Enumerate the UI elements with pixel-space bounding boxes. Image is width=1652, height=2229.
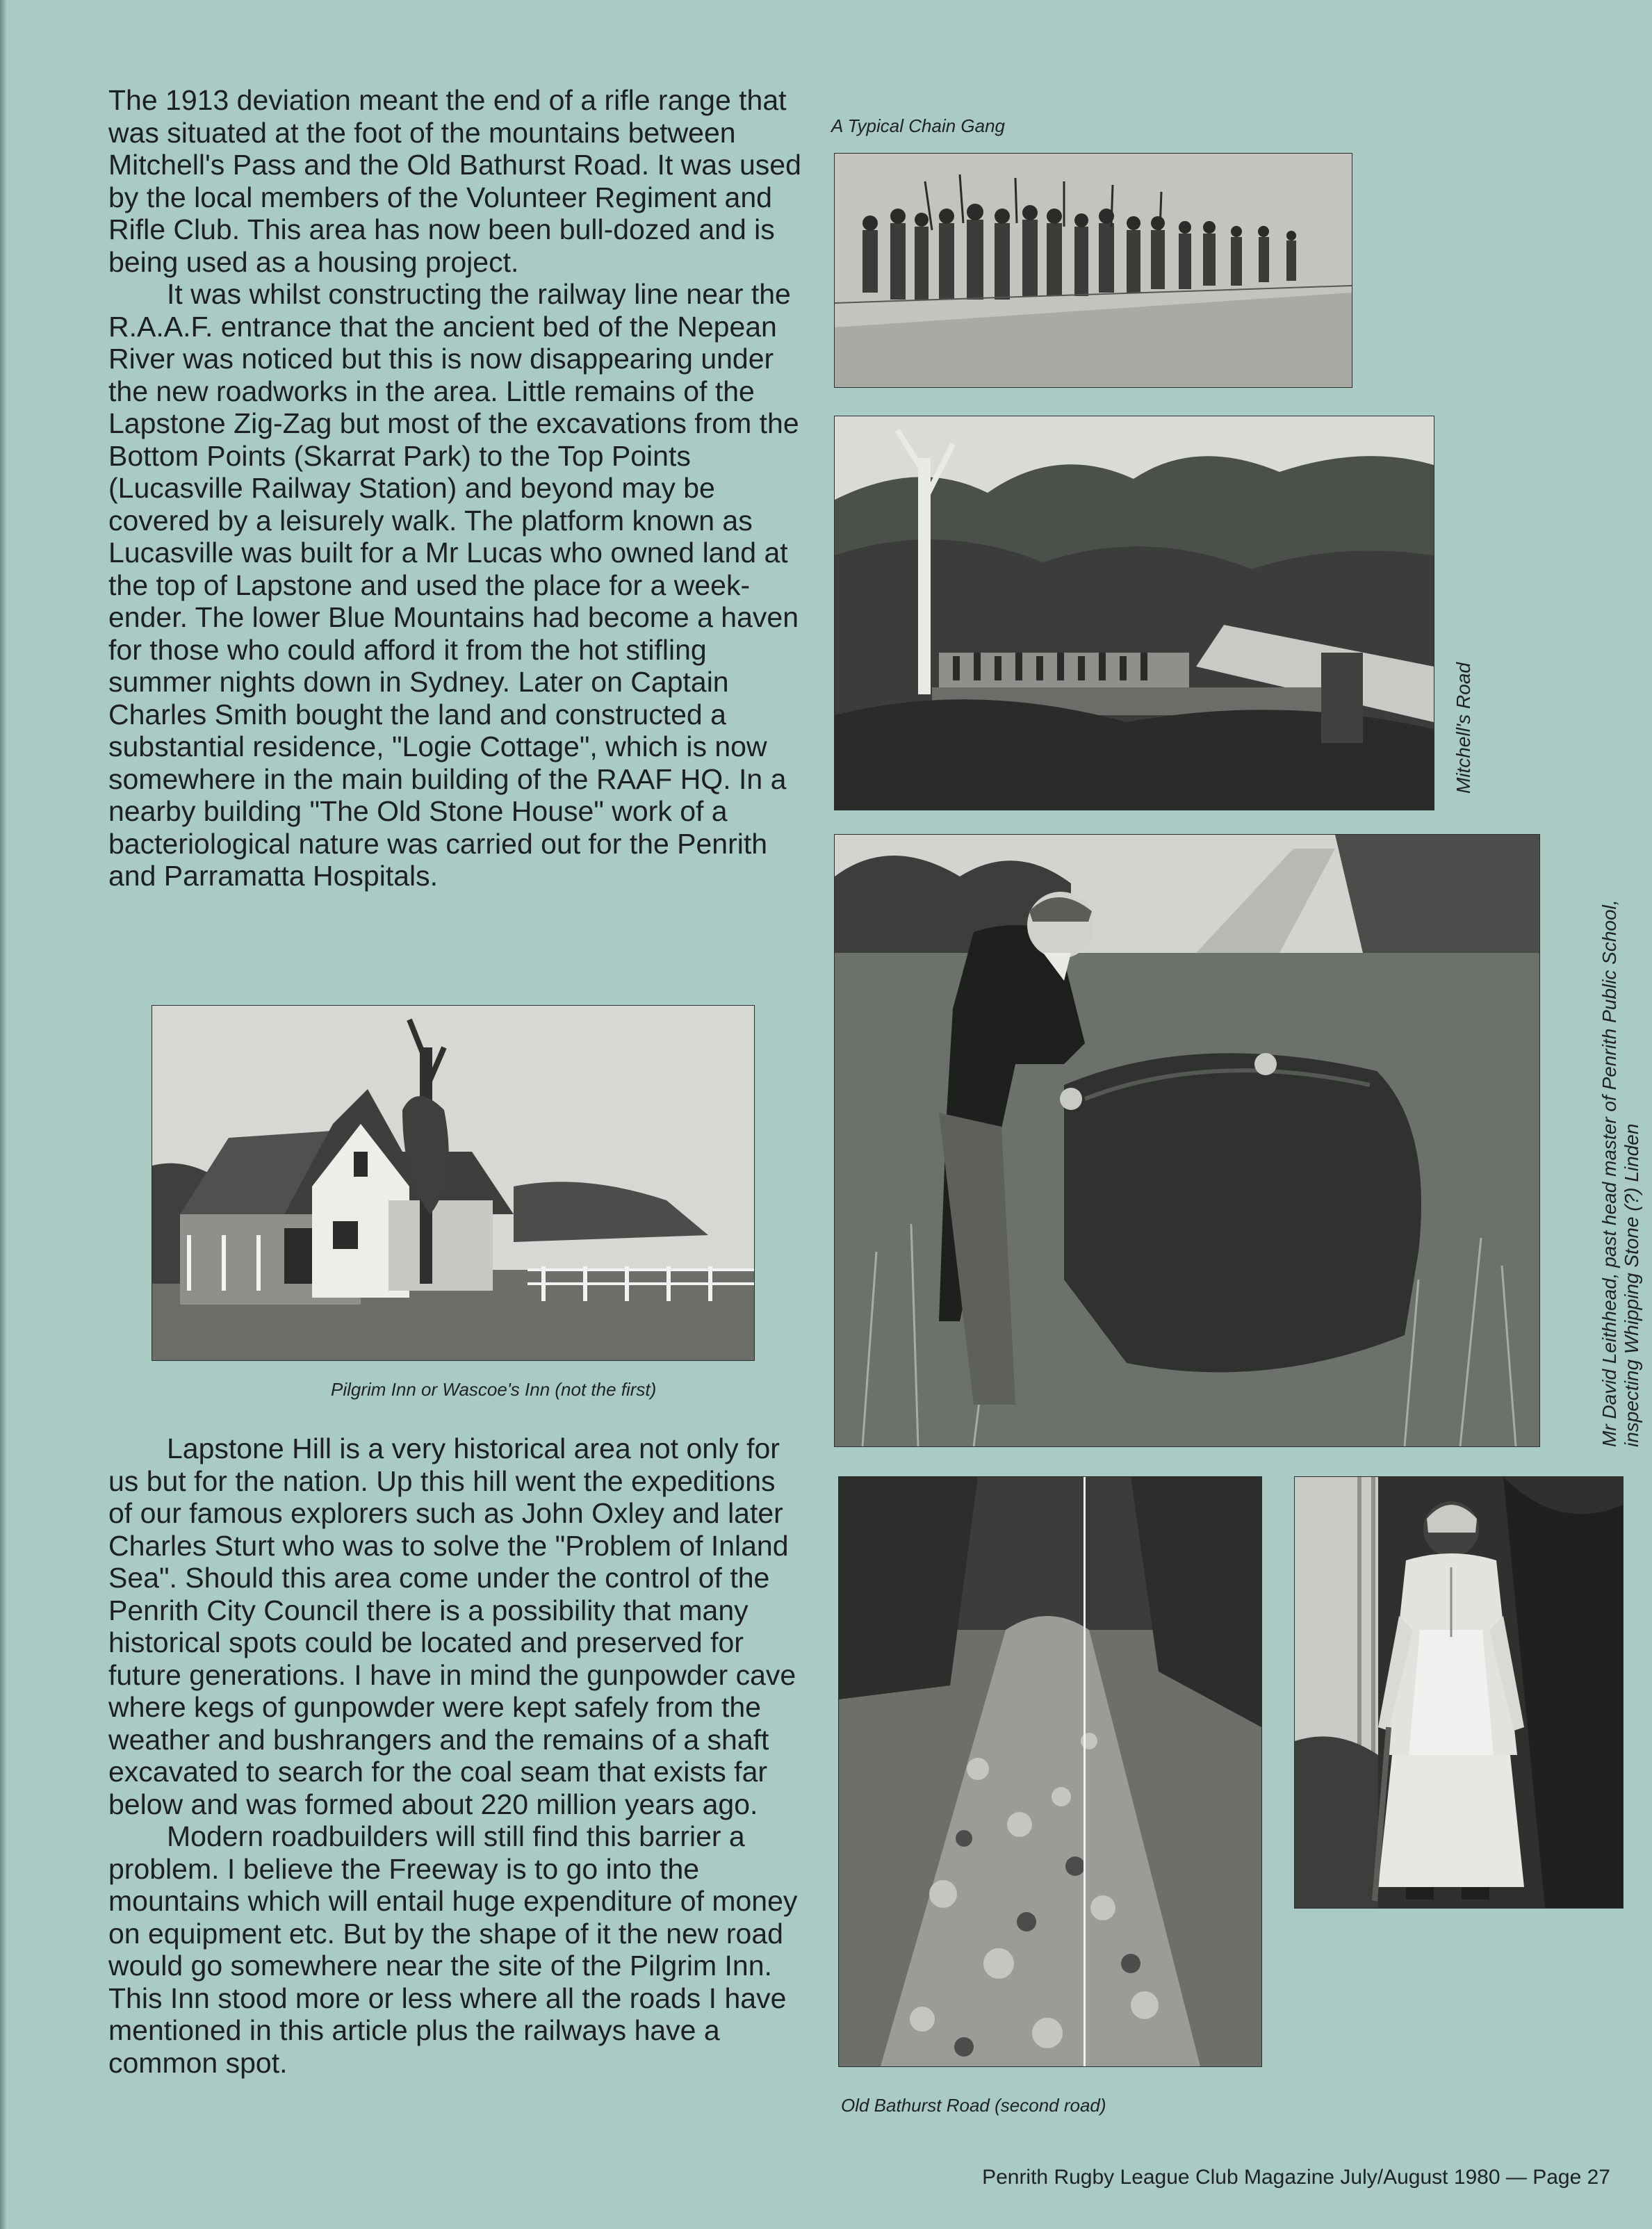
article-column-bottom [108,1432,803,2079]
photo-portrait-woman [1294,1476,1624,1909]
page-footer: Penrith Rugby League Club Magazine July/August 1980 — Page 27 [982,2166,1610,2189]
caption-whipping-stone-line1: Mr David Leithhead, past head master of Penrith Public School, [1598,899,1620,1447]
caption-chain-gang: A Typical Chain Gang [831,115,1006,136]
article-paragraph: It was whilst constructing the railway line near the R.A.A.F. entrance that the ancient bed of the Nepean River was noticed but this is now disappearing under the new roadworks in the area. Little remains of the Lapstone Zig-Zag but most of the excavations from the Bottom Points (Skarrat Park) to the Top Points (Lucasville Railway Station) and beyond may be covered by a leisurely walk. The platform known as Lucasville was built for a Mr Lucas who owned land at the top of Lapstone and used the place for a week-ender. The lower Blue Mountains had become a haven for those who could afford it from the hot stifling summer nights down in Sydney. Later on Captain Charles Smith bought the land and constructed a substantial residence, "Logie Cottage", which is now somewhere in the main building of the RAAF HQ. In a nearby building "The Old Stone House" work of a bacteriological nature was carried out for the Penrith and Parramatta Hospitals. [108,278,799,892]
old-bathurst-road-scene [839,1477,1261,2066]
portrait-woman-scene [1295,1477,1623,1908]
photo-pilgrim-inn [152,1005,755,1361]
photo-old-bathurst-road [838,1476,1262,2067]
caption-old-bathurst-road: Old Bathurst Road (second road) [841,2095,1106,2116]
caption-mitchells-road: Mitchell's Road [1453,662,1474,794]
photo-chain-gang [834,153,1352,388]
whipping-stone-scene [835,835,1539,1446]
caption-pilgrim-inn: Pilgrim Inn or Wascoe's Inn (not the first) [331,1379,657,1400]
chain-gang-illustration [835,154,1352,387]
photo-whipping-stone [834,834,1540,1447]
caption-whipping-stone [1598,899,1643,1447]
article-column-top [108,84,803,892]
article-paragraph: The 1913 deviation meant the end of a rifle range that was situated at the foot of the mountains between Mitchell's Pass and the Old Bathurst Road. It was used by the local members of the Volunteer Regiment and Rifle Club. This area has now been bull-dozed and is being used as a housing project. [108,84,801,278]
article-paragraph: Lapstone Hill is a very historical area not only for us but for the nation. Up this hill went the expeditions of our famous explorers such as John Oxley and later Charles Sturt who was to solve the "Problem of Inland Sea". Should this area come under the control of the Penrith City Council there is a possibility that many historical spots could be located and preserved for future generations. I have in mind the gunpowder cave where kegs of gunpowder were kept safely from the weather and bushrangers and the remains of a shaft excavated to search for the coal seam that exists far below and was formed about 220 million years ago. [108,1432,796,1820]
photo-mitchells-road [834,416,1434,810]
page-edge [0,0,7,2229]
article-paragraph: Modern roadbuilders will still find this barrier a problem. I believe the Freeway is to go into the mountains which will entail huge expenditure of money on equipment etc. But by the shape of it the new road would go somewhere near the site of the Pilgrim Inn. This Inn stood more or less where all the roads I have mentioned in this article plus the railways have a common spot. [108,1820,798,2079]
pilgrim-inn-scene [152,1006,754,1360]
caption-whipping-stone-line2: inspecting Whipping Stone (?) Linden [1621,1123,1642,1447]
mitchells-road-scene [835,416,1434,810]
